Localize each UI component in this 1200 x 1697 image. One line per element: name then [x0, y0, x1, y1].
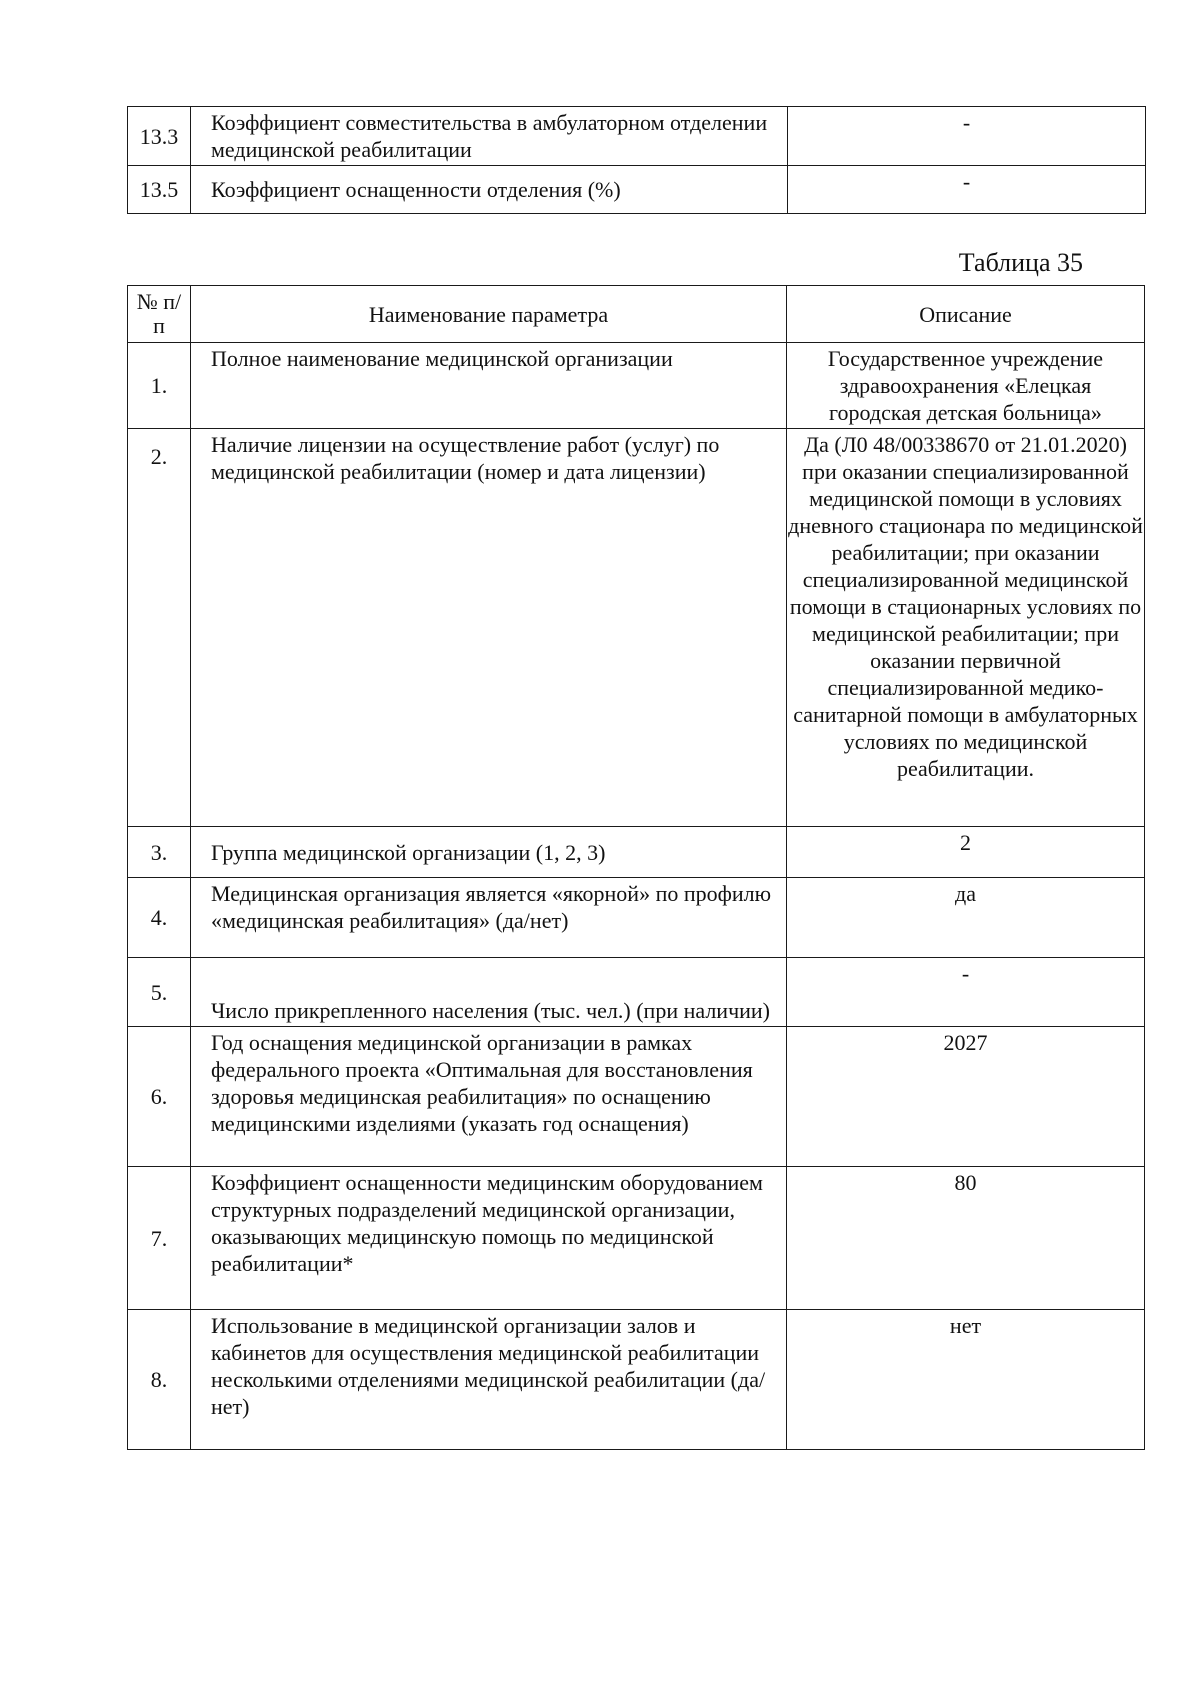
table-row: [128, 107, 1146, 166]
parameter-description: 80: [787, 1167, 1145, 1310]
table-row: [128, 1027, 1145, 1167]
table-row: [128, 958, 1145, 1027]
row-number: 6.: [128, 1027, 191, 1167]
row-number: 4.: [128, 878, 191, 958]
continuation-table: [127, 106, 1146, 214]
row-number: 1.: [128, 343, 191, 429]
table-row: [128, 343, 1145, 429]
table-row: [128, 827, 1145, 878]
row-number: 13.5: [128, 166, 191, 214]
table-row: [128, 429, 1145, 827]
parameter-name: Медицинская организация является «якорной» по профилю «медицинская реабилитация» (да/нет): [191, 878, 787, 958]
parameter-description: Государственное учреждение здравоохранения «Елецкая городская детская больница»: [787, 343, 1145, 429]
parameter-name: Полное наименование медицинской организации: [191, 343, 787, 429]
header-number: № п/п: [128, 286, 191, 343]
row-number: 3.: [128, 827, 191, 878]
table-row: [128, 166, 1146, 214]
parameter-name: Год оснащения медицинской организации в рамках федерального проекта «Оптимальная для восстановления здоровья медицинская реабилитация» по оснащению медицинскими изделиями (указать год оснащения): [191, 1027, 787, 1167]
row-number: 8.: [128, 1310, 191, 1450]
parameter-name: Группа медицинской организации (1, 2, 3): [191, 827, 787, 878]
parameter-description: 2: [787, 827, 1145, 878]
table-row: [128, 1167, 1145, 1310]
parameters-table: [127, 285, 1145, 1450]
parameter-description: да: [787, 878, 1145, 958]
parameter-description: Да (Л0 48/00338670 от 21.01.2020) при оказании специализированной медицинской помощи в условиях дневного стационара по медицинской реабилитации; при оказании специализированной медицинской помощи в стационарных условиях по медицинской реабилитации; при оказании первичной специализированной медико-санитарной помощи в амбулаторных условиях по медицинской реабилитации.: [787, 429, 1145, 827]
header-parameter: Наименование параметра: [191, 286, 787, 343]
parameter-description: -: [787, 958, 1145, 1027]
parameter-description: -: [788, 107, 1146, 166]
parameter-name: Наличие лицензии на осуществление работ (услуг) по медицинской реабилитации (номер и дата лицензии): [191, 429, 787, 827]
parameter-name: Коэффициент оснащенности отделения (%): [191, 166, 788, 214]
table-caption: Таблица 35: [958, 248, 1083, 277]
header-description: Описание: [787, 286, 1145, 343]
table-header-row: [128, 286, 1145, 343]
parameter-name: Число прикрепленного населения (тыс. чел.) (при наличии): [191, 958, 787, 1027]
row-number: 7.: [128, 1167, 191, 1310]
parameter-name: Коэффициент оснащенности медицинским оборудованием структурных подразделений медицинской организации, оказывающих медицинскую помощь по медицинской реабилитации*: [191, 1167, 787, 1310]
parameter-description: нет: [787, 1310, 1145, 1450]
row-number: 13.3: [128, 107, 191, 166]
parameter-description: 2027: [787, 1027, 1145, 1167]
parameter-description: -: [788, 166, 1146, 214]
parameter-name: Использование в медицинской организации залов и кабинетов для осуществления медицинской реабилитации несколькими отделениями медицинской реабилитации (да/нет): [191, 1310, 787, 1450]
row-number: 5.: [128, 958, 191, 1027]
parameter-name: Коэффициент совместительства в амбулаторном отделении медицинской реабилитации: [191, 107, 788, 166]
row-number: 2.: [128, 429, 191, 827]
table-row: [128, 878, 1145, 958]
table-row: [128, 1310, 1145, 1450]
